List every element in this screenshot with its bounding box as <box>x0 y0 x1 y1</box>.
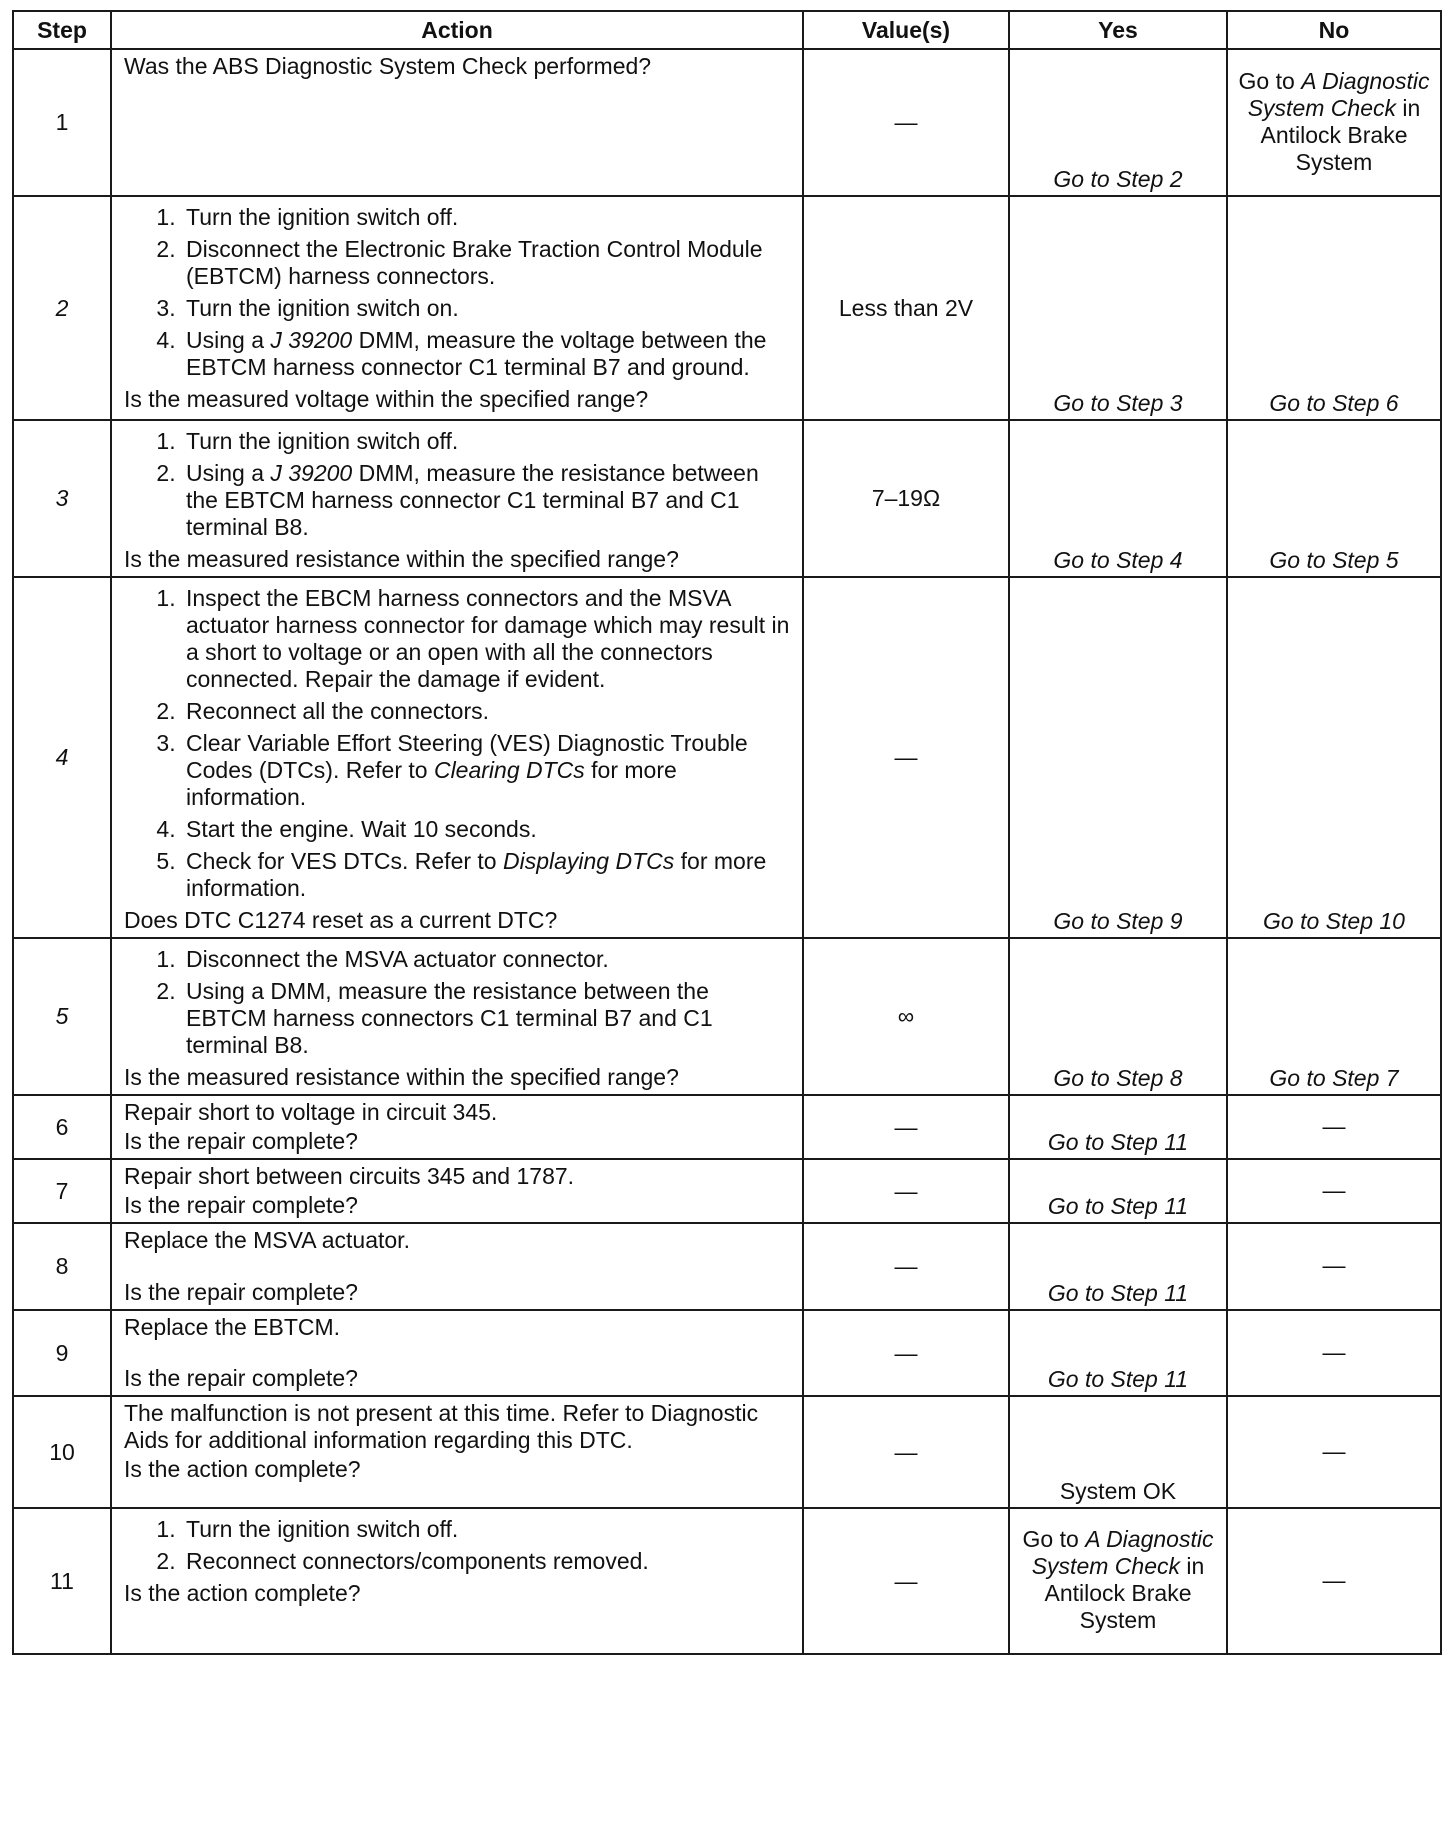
list-item: 4. Using a J 39200 DMM, measure the voltage between the EBTCM harness connector C1 terminal B7 and ground. <box>182 327 794 381</box>
header-action: Action <box>111 11 803 49</box>
step-number: 11 <box>50 1567 74 1594</box>
step-number: 10 <box>49 1438 75 1465</box>
value-cell: — <box>894 109 918 135</box>
list-item: 3. Clear Variable Effort Steering (VES) Diagnostic Trouble Codes (DTCs). Refer to Clearing DTCs for more information. <box>182 730 794 811</box>
action-question: Was the ABS Diagnostic System Check performed? <box>124 53 652 79</box>
table-row <box>13 938 1441 1095</box>
table-row <box>13 1223 1441 1310</box>
header-no: No <box>1227 11 1441 49</box>
table-row <box>13 577 1441 938</box>
list-item: 1. Turn the ignition switch off. <box>182 204 794 231</box>
yes-link[interactable]: Go to Step 4 <box>1053 547 1183 573</box>
list-item: 2. Using a J 39200 DMM, measure the resistance between the EBTCM harness connector C1 terminal B7 and C1 terminal B8. <box>182 460 794 541</box>
list-item: 1. Inspect the EBCM harness connectors and the MSVA actuator harness connector for damage which may result in a short to voltage or an open with all the connectors connected. Repair the damage if evident. <box>182 585 794 693</box>
action-question: Is the measured resistance within the specified range? <box>124 546 679 572</box>
value-cell: — <box>894 744 918 770</box>
action-question: Is the measured resistance within the specified range? <box>124 1064 679 1090</box>
yes-link[interactable]: A Diagnostic System Check <box>1031 1526 1214 1579</box>
step-number: 4 <box>55 744 69 770</box>
action-question: Is the repair complete? <box>124 1192 358 1218</box>
action-list <box>124 585 794 902</box>
yes-link[interactable]: Go to Step 11 <box>1047 1129 1189 1155</box>
action-text: Replace the EBTCM. <box>124 1314 341 1340</box>
no-text: — <box>1322 1338 1346 1365</box>
value-cell: — <box>894 1339 918 1366</box>
step-number: 2 <box>55 294 69 321</box>
step-number: 7 <box>55 1177 69 1204</box>
tool-name: J 39200 <box>270 327 353 353</box>
step-number: 1 <box>55 109 69 135</box>
value-cell: Less than 2V <box>838 294 974 321</box>
no-text: — <box>1322 1566 1346 1593</box>
list-item: 1. Turn the ignition switch off. <box>182 428 794 455</box>
action-list <box>124 946 794 1059</box>
table-row <box>13 1310 1441 1396</box>
header-values: Value(s) <box>803 11 1009 49</box>
diagnostic-table <box>12 10 1442 1655</box>
action-text: Repair short to voltage in circuit 345. <box>124 1099 498 1125</box>
value-cell: — <box>894 1113 918 1140</box>
action-text: The malfunction is not present at this time. Refer to Diagnostic Aids for additional information regarding this DTC. <box>124 1400 759 1453</box>
action-question: Is the action complete? <box>124 1580 361 1606</box>
action-question: Does DTC C1274 reset as a current DTC? <box>124 907 558 933</box>
list-item: 2. Reconnect all the connectors. <box>182 698 794 725</box>
list-item: 2. Reconnect connectors/components removed. <box>182 1548 794 1575</box>
step-number: 3 <box>55 485 69 511</box>
tool-name: J 39200 <box>270 460 353 486</box>
yes-link[interactable]: Go to Step 3 <box>1053 390 1183 416</box>
yes-link[interactable]: Go to Step 9 <box>1053 908 1183 934</box>
list-item: 1. Turn the ignition switch off. <box>182 1516 794 1543</box>
no-text: — <box>1322 1176 1346 1203</box>
yes-link[interactable]: Go to Step 11 <box>1047 1193 1189 1219</box>
yes-link[interactable]: Go to Step 8 <box>1053 1065 1183 1091</box>
yes-text: Go to A Diagnostic System Check in Antilock Brake System <box>1022 1526 1214 1633</box>
reference-link[interactable]: Clearing DTCs <box>433 757 585 783</box>
action-list <box>124 428 794 541</box>
no-link[interactable]: Go to Step 10 <box>1263 908 1405 934</box>
action-question: Is the repair complete? <box>124 1365 358 1391</box>
value-cell: — <box>894 1438 918 1465</box>
reference-link[interactable]: Displaying DTCs <box>502 848 675 874</box>
action-question: Is the measured voltage within the specified range? <box>124 386 649 412</box>
table-row <box>13 196 1441 420</box>
header-row <box>13 11 1441 49</box>
yes-link[interactable]: Go to Step 11 <box>1047 1366 1189 1392</box>
no-link[interactable]: A Diagnostic System Check <box>1247 67 1430 121</box>
header-step: Step <box>13 11 111 49</box>
no-link[interactable]: Go to Step 6 <box>1269 390 1399 416</box>
action-text: Replace the MSVA actuator. <box>124 1227 410 1253</box>
yes-link[interactable]: Go to Step 11 <box>1047 1280 1189 1306</box>
table-row <box>13 1095 1441 1159</box>
action-question: Is the repair complete? <box>124 1279 358 1305</box>
no-text: — <box>1322 1252 1346 1278</box>
value-cell: ∞ <box>897 1003 915 1029</box>
step-number: 8 <box>55 1253 69 1279</box>
list-item: 2. Using a DMM, measure the resistance between the EBTCM harness connectors C1 terminal B7 and C1 terminal B8. <box>182 978 794 1059</box>
value-cell: 7–19Ω <box>871 485 941 511</box>
action-question: Is the action complete? <box>124 1456 361 1482</box>
table-row <box>13 1159 1441 1223</box>
no-link[interactable]: Go to Step 5 <box>1269 547 1399 573</box>
value-cell: — <box>894 1253 918 1279</box>
no-text: Go to A Diagnostic System Check in Antilock Brake System <box>1238 67 1430 175</box>
diagnostic-table-page <box>12 10 1442 1655</box>
value-cell: — <box>894 1567 918 1594</box>
step-number: 9 <box>55 1339 69 1366</box>
action-list <box>124 204 794 381</box>
table-row <box>13 420 1441 577</box>
yes-text: System OK <box>1059 1478 1177 1504</box>
action-question: Is the repair complete? <box>124 1128 358 1154</box>
action-text: Repair short between circuits 345 and 1787. <box>124 1163 575 1189</box>
action-list <box>124 1516 794 1575</box>
no-text: — <box>1322 1112 1346 1139</box>
table-row <box>13 1508 1441 1654</box>
list-item: 5. Check for VES DTCs. Refer to Displaying DTCs for more information. <box>182 848 794 902</box>
table-row <box>13 1396 1441 1508</box>
step-number: 5 <box>55 1003 69 1029</box>
list-item: 4. Start the engine. Wait 10 seconds. <box>182 816 794 843</box>
no-text: — <box>1322 1437 1346 1464</box>
header-yes: Yes <box>1009 11 1227 49</box>
step-number: 6 <box>55 1113 69 1140</box>
no-link[interactable]: Go to Step 7 <box>1269 1065 1399 1091</box>
table-row <box>13 49 1441 196</box>
list-item: 3. Turn the ignition switch on. <box>182 295 794 322</box>
yes-link[interactable]: Go to Step 2 <box>1053 166 1183 192</box>
list-item: 2. Disconnect the Electronic Brake Traction Control Module (EBTCM) harness connectors. <box>182 236 794 290</box>
value-cell: — <box>894 1177 918 1204</box>
list-item: 1. Disconnect the MSVA actuator connector. <box>182 946 794 973</box>
